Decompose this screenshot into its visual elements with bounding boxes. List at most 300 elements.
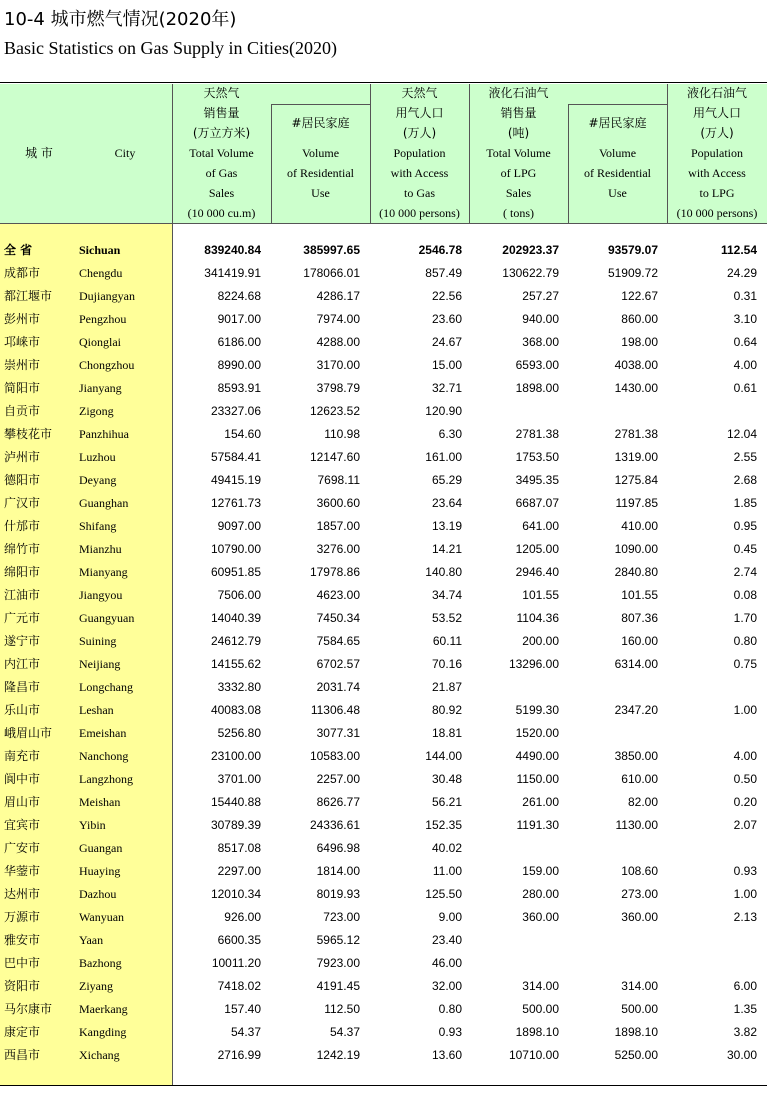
cell-lpg-residential: 1197.85 (615, 496, 658, 510)
cell-ng-population: 40.02 (431, 841, 462, 855)
cell-lpg-population: 3.10 (733, 312, 757, 326)
table-row (0, 630, 767, 653)
header-lpg-residential: #居民家庭 Volume of Residential Use (584, 116, 651, 200)
city-name-cn: 德阳市 (4, 473, 41, 487)
city-name-en: Longchang (79, 680, 133, 694)
cell-ng-residential: 4288.00 (316, 335, 360, 349)
table-row (0, 354, 767, 377)
city-name-en: Xichang (79, 1048, 120, 1062)
city-name-en: Chengdu (79, 266, 123, 280)
cell-ng-population: 15.00 (431, 358, 462, 372)
cell-ng-sales: 3701.00 (217, 772, 261, 786)
table-row (0, 492, 767, 515)
cell-lpg-residential: 108.60 (621, 864, 658, 878)
table-row (0, 998, 767, 1021)
city-name-cn: 乐山市 (4, 703, 41, 717)
cell-ng-population: 125.50 (425, 887, 462, 901)
cell-ng-sales: 6600.35 (217, 933, 261, 947)
cell-ng-sales: 2297.00 (217, 864, 261, 878)
cell-lpg-residential: 198.00 (621, 335, 658, 349)
city-name-cn: 成都市 (4, 266, 41, 280)
cell-ng-residential: 24336.61 (309, 818, 360, 832)
cell-ng-residential: 6702.57 (316, 657, 360, 671)
cell-lpg-sales: 202923.37 (502, 243, 559, 257)
cell-lpg-population: 0.31 (733, 289, 757, 303)
cell-lpg-residential: 500.00 (621, 1002, 658, 1016)
cell-lpg-residential: 2781.38 (614, 427, 658, 441)
cell-lpg-sales: 1898.00 (515, 381, 559, 395)
cell-ng-population: 144.00 (425, 749, 462, 763)
cell-lpg-residential: 314.00 (621, 979, 658, 993)
cell-ng-population: 0.93 (438, 1025, 462, 1039)
cell-ng-sales: 12761.73 (210, 496, 261, 510)
cell-lpg-sales: 130622.79 (502, 266, 559, 280)
cell-lpg-sales: 6687.07 (515, 496, 559, 510)
cell-ng-sales: 8224.68 (217, 289, 261, 303)
cell-ng-sales: 2716.99 (217, 1048, 261, 1062)
city-name-en: Dujiangyan (79, 289, 135, 303)
cell-lpg-sales: 257.27 (522, 289, 559, 303)
city-name-en: Bazhong (79, 956, 122, 970)
cell-lpg-sales: 4490.00 (515, 749, 559, 763)
cell-lpg-sales: 368.00 (522, 335, 559, 349)
city-name-cn: 巴中市 (4, 956, 41, 970)
cell-ng-population: 53.52 (431, 611, 462, 625)
cell-ng-residential: 17978.86 (309, 565, 360, 579)
city-name-cn: 眉山市 (4, 795, 41, 809)
cell-lpg-residential: 2840.80 (614, 565, 658, 579)
cell-ng-sales: 14040.39 (210, 611, 261, 625)
city-name-cn: 彭州市 (4, 312, 41, 326)
cell-lpg-residential: 1898.10 (614, 1025, 658, 1039)
cell-ng-sales: 30789.39 (210, 818, 261, 832)
city-name-cn: 崇州市 (4, 358, 41, 372)
cell-lpg-population: 12.04 (726, 427, 757, 441)
cell-lpg-sales: 261.00 (522, 795, 559, 809)
table-row (0, 814, 767, 837)
city-name-en: Nanchong (79, 749, 129, 763)
cell-lpg-sales: 5199.30 (515, 703, 559, 717)
city-name-cn: 万源市 (4, 910, 41, 924)
cell-ng-sales: 10790.00 (210, 542, 261, 556)
cell-ng-population: 30.48 (431, 772, 462, 786)
cell-lpg-population: 0.75 (733, 657, 757, 671)
cell-ng-sales: 926.00 (224, 910, 261, 924)
table-row (0, 469, 767, 492)
table-row (0, 262, 767, 285)
cell-ng-population: 6.30 (438, 427, 462, 441)
header-natural-gas-population: 天然气 用气人口 (万人) Population with Access to Gas (10 000 persons) (379, 86, 460, 220)
cell-ng-population: 32.71 (431, 381, 462, 395)
city-name-cn: 华蓥市 (4, 864, 41, 878)
cell-lpg-residential: 273.00 (621, 887, 658, 901)
cell-ng-sales: 7506.00 (217, 588, 261, 602)
cell-lpg-sales: 940.00 (522, 312, 559, 326)
cell-lpg-population: 0.61 (733, 381, 757, 395)
city-name-en: Chongzhou (79, 358, 135, 372)
cell-ng-sales: 8593.91 (217, 381, 261, 395)
table-row (0, 377, 767, 400)
cell-lpg-sales: 200.00 (522, 634, 559, 648)
city-name-cn: 江油市 (4, 588, 41, 602)
cell-ng-population: 13.60 (431, 1048, 462, 1062)
cell-lpg-sales: 641.00 (522, 519, 559, 533)
cell-lpg-sales: 360.00 (522, 910, 559, 924)
cell-lpg-residential: 101.55 (621, 588, 658, 602)
cell-ng-sales: 9097.00 (217, 519, 261, 533)
cell-lpg-residential: 1275.84 (614, 473, 658, 487)
cell-ng-residential: 7698.11 (317, 473, 360, 487)
cell-ng-residential: 4286.17 (316, 289, 360, 303)
cell-lpg-population: 112.54 (720, 243, 757, 257)
cell-lpg-population: 30.00 (726, 1048, 757, 1062)
city-name-cn: 广汉市 (4, 496, 41, 510)
cell-ng-residential: 723.00 (323, 910, 360, 924)
table-row (0, 929, 767, 952)
cell-lpg-population: 0.50 (733, 772, 757, 786)
city-name-en: Luzhou (79, 450, 116, 464)
city-name-cn: 内江市 (4, 657, 41, 671)
city-name-en: Jiangyou (79, 588, 123, 602)
city-name-en: Guangan (79, 841, 123, 855)
city-name-cn: 西昌市 (4, 1048, 41, 1062)
cell-lpg-population: 1.00 (733, 703, 757, 717)
cell-lpg-population: 2.13 (733, 910, 757, 924)
city-name-en: Shifang (79, 519, 117, 533)
city-name-en: Jianyang (79, 381, 122, 395)
table-row (0, 768, 767, 791)
table-row (0, 952, 767, 975)
city-name-en: Zigong (79, 404, 114, 418)
table-row (0, 423, 767, 446)
city-name-cn: 马尔康市 (4, 1002, 53, 1016)
city-name-cn: 什邡市 (4, 519, 41, 533)
cell-ng-population: 18.81 (431, 726, 462, 740)
cell-ng-residential: 10583.00 (309, 749, 360, 763)
subheader-rule (271, 104, 370, 105)
city-name-cn: 宜宾市 (4, 818, 41, 832)
city-name-cn: 自贡市 (4, 404, 41, 418)
city-name-cn: 资阳市 (4, 979, 41, 993)
table-row (0, 446, 767, 469)
cell-lpg-population: 2.07 (733, 818, 757, 832)
cell-ng-residential: 1857.00 (316, 519, 360, 533)
cell-lpg-population: 4.00 (733, 358, 757, 372)
city-name-en: Pengzhou (79, 312, 127, 326)
cell-ng-residential: 11306.48 (310, 703, 360, 717)
cell-lpg-sales: 1205.00 (515, 542, 559, 556)
cell-ng-residential: 3170.00 (316, 358, 360, 372)
cell-lpg-residential: 122.67 (621, 289, 658, 303)
cell-ng-sales: 7418.02 (217, 979, 261, 993)
table-row (0, 538, 767, 561)
city-name-cn: 峨眉山市 (4, 726, 53, 740)
page-title-cn: 10-4 城市燃气情况(2020年) (4, 9, 237, 30)
cell-ng-sales: 23327.06 (210, 404, 261, 418)
city-name-en: Mianyang (79, 565, 128, 579)
cell-ng-sales: 3332.80 (217, 680, 261, 694)
city-name-en: Emeishan (79, 726, 127, 740)
table-row (0, 722, 767, 745)
cell-lpg-population: 0.45 (733, 542, 757, 556)
cell-ng-population: 34.74 (431, 588, 462, 602)
cell-ng-residential: 8019.93 (316, 887, 360, 901)
cell-lpg-sales: 2781.38 (515, 427, 559, 441)
cell-lpg-sales: 1104.36 (516, 611, 559, 625)
cell-ng-population: 65.29 (431, 473, 462, 487)
cell-lpg-residential: 2347.20 (614, 703, 658, 717)
cell-ng-population: 13.19 (431, 519, 462, 533)
cell-ng-population: 21.87 (431, 680, 462, 694)
cell-ng-sales: 54.37 (230, 1025, 261, 1039)
cell-ng-population: 152.35 (425, 818, 462, 832)
cell-ng-residential: 2031.74 (316, 680, 360, 694)
table-row (0, 584, 767, 607)
cell-ng-residential: 7923.00 (316, 956, 360, 970)
cell-lpg-residential: 51909.72 (607, 266, 658, 280)
cell-ng-population: 120.90 (425, 404, 462, 418)
cell-lpg-population: 0.64 (733, 335, 757, 349)
cell-ng-population: 9.00 (438, 910, 462, 924)
cell-lpg-population: 1.85 (733, 496, 757, 510)
table-row (0, 607, 767, 630)
city-name-cn: 全 省 (4, 243, 33, 257)
cell-lpg-population: 24.29 (726, 266, 757, 280)
cell-ng-population: 56.21 (431, 795, 462, 809)
city-name-en: Deyang (79, 473, 117, 487)
city-name-en: Dazhou (79, 887, 117, 901)
subheader-rule (568, 104, 667, 105)
cell-ng-residential: 3276.00 (316, 542, 360, 556)
city-name-en: Langzhong (79, 772, 133, 786)
city-name-en: Yibin (79, 818, 106, 832)
city-name-cn: 遂宁市 (4, 634, 41, 648)
cell-lpg-sales: 280.00 (522, 887, 559, 901)
cell-ng-population: 46.00 (431, 956, 462, 970)
cell-lpg-population: 1.00 (733, 887, 757, 901)
header-natural-gas-residential: #居民家庭 Volume of Residential Use (287, 116, 354, 200)
cell-ng-residential: 1242.19 (316, 1048, 360, 1062)
cell-lpg-sales: 1150.00 (516, 772, 559, 786)
table-row (0, 745, 767, 768)
cell-ng-population: 22.56 (431, 289, 462, 303)
cell-lpg-population: 0.93 (733, 864, 757, 878)
cell-lpg-residential: 1090.00 (614, 542, 658, 556)
city-name-cn: 都江堰市 (4, 289, 53, 303)
cell-ng-sales: 24612.79 (210, 634, 261, 648)
cell-lpg-residential: 3850.00 (614, 749, 658, 763)
city-name-cn: 康定市 (4, 1025, 41, 1039)
cell-lpg-population: 0.20 (733, 795, 757, 809)
cell-ng-residential: 3600.60 (316, 496, 360, 510)
city-name-cn: 广安市 (4, 841, 41, 855)
cell-lpg-population: 1.35 (733, 1002, 757, 1016)
cell-ng-sales: 40083.08 (210, 703, 261, 717)
cell-lpg-population: 4.00 (733, 749, 757, 763)
cell-ng-population: 23.64 (431, 496, 462, 510)
cell-lpg-residential: 860.00 (621, 312, 658, 326)
city-name-cn: 广元市 (4, 611, 41, 625)
cell-ng-residential: 4623.00 (316, 588, 360, 602)
table-row (0, 653, 767, 676)
table-row (0, 837, 767, 860)
city-name-en: Leshan (79, 703, 114, 717)
cell-ng-residential: 112.50 (324, 1002, 360, 1016)
cell-ng-residential: 3798.79 (316, 381, 360, 395)
table-row (0, 883, 767, 906)
cell-ng-residential: 110.98 (324, 427, 360, 441)
city-name-en: Yaan (79, 933, 104, 947)
cell-ng-sales: 157.40 (224, 1002, 261, 1016)
cell-ng-residential: 54.37 (329, 1025, 360, 1039)
table-row (0, 906, 767, 929)
cell-ng-sales: 10011.20 (211, 956, 261, 970)
cell-ng-sales: 154.60 (224, 427, 261, 441)
cell-lpg-residential: 610.00 (621, 772, 658, 786)
cell-ng-sales: 6186.00 (217, 335, 261, 349)
cell-ng-sales: 341419.91 (204, 266, 261, 280)
cell-lpg-sales: 101.55 (522, 588, 559, 602)
cell-lpg-residential: 1319.00 (614, 450, 658, 464)
cell-ng-sales: 9017.00 (217, 312, 261, 326)
header-natural-gas-sales: 天然气 销售量 (万立方米) Total Volume of Gas Sales (10 000 cu.m) (187, 86, 256, 220)
cell-lpg-sales: 1898.10 (515, 1025, 559, 1039)
cell-ng-residential: 3077.31 (316, 726, 360, 740)
table-row (0, 285, 767, 308)
cell-lpg-sales: 3495.35 (515, 473, 559, 487)
cell-ng-sales: 49415.19 (210, 473, 261, 487)
city-name-en: Ziyang (79, 979, 113, 993)
city-name-en: Huaying (79, 864, 121, 878)
city-name-en: Panzhihua (79, 427, 129, 441)
cell-lpg-population: 2.68 (733, 473, 757, 487)
cell-lpg-residential: 807.36 (621, 611, 658, 625)
table-row (0, 331, 767, 354)
cell-ng-sales: 14155.62 (210, 657, 261, 671)
cell-ng-sales: 60951.85 (210, 565, 261, 579)
city-name-en: Suining (79, 634, 117, 648)
cell-lpg-sales: 314.00 (522, 979, 559, 993)
cell-ng-residential: 4191.45 (316, 979, 360, 993)
city-name-cn: 隆昌市 (4, 680, 41, 694)
cell-ng-population: 23.60 (431, 312, 462, 326)
cell-ng-population: 2546.78 (418, 243, 462, 257)
cell-lpg-residential: 82.00 (627, 795, 658, 809)
city-name-en: Maerkang (79, 1002, 128, 1016)
city-name-en: Wanyuan (79, 910, 125, 924)
city-name-cn: 绵阳市 (4, 565, 41, 579)
cell-lpg-residential: 160.00 (621, 634, 658, 648)
cell-ng-sales: 15440.88 (210, 795, 261, 809)
cell-lpg-residential: 6314.00 (614, 657, 658, 671)
table-row (0, 975, 767, 998)
cell-lpg-sales: 1753.50 (515, 450, 559, 464)
cell-lpg-residential: 410.00 (621, 519, 658, 533)
cell-ng-residential: 7584.65 (316, 634, 360, 648)
cell-lpg-population: 2.55 (733, 450, 757, 464)
table-row (0, 791, 767, 814)
cell-lpg-residential: 1430.00 (614, 381, 658, 395)
city-name-en: Sichuan (79, 243, 121, 257)
table-row (0, 308, 767, 331)
cell-lpg-population: 3.82 (733, 1025, 757, 1039)
cell-ng-sales: 8517.08 (217, 841, 261, 855)
city-name-cn: 达州市 (4, 887, 41, 901)
cell-ng-sales: 839240.84 (204, 243, 261, 257)
cell-ng-residential: 178066.01 (303, 266, 360, 280)
cell-lpg-population: 6.00 (733, 979, 757, 993)
cell-ng-population: 70.16 (431, 657, 462, 671)
city-name-en: Qionglai (79, 335, 121, 349)
city-name-cn: 邛崃市 (4, 335, 41, 349)
cell-ng-residential: 5965.12 (316, 933, 360, 947)
cell-ng-residential: 7974.00 (316, 312, 360, 326)
cell-lpg-sales: 1191.30 (516, 818, 559, 832)
city-name-en: Guangyuan (79, 611, 135, 625)
table-row (0, 1021, 767, 1044)
table-row (0, 676, 767, 699)
cell-ng-residential: 385997.65 (303, 243, 360, 257)
table-bottom-rule (0, 1085, 767, 1086)
cell-lpg-population: 1.70 (733, 611, 757, 625)
cell-ng-population: 857.49 (425, 266, 462, 280)
city-name-cn: 阆中市 (4, 772, 41, 786)
cell-ng-residential: 12147.60 (309, 450, 360, 464)
table-row (0, 400, 767, 423)
cell-lpg-population: 2.74 (733, 565, 757, 579)
cell-ng-population: 24.67 (431, 335, 462, 349)
table-row (0, 515, 767, 538)
table-row (0, 699, 767, 722)
city-name-cn: 绵竹市 (4, 542, 41, 556)
cell-ng-population: 161.00 (425, 450, 462, 464)
cell-ng-sales: 23100.00 (210, 749, 261, 763)
city-name-cn: 泸州市 (4, 450, 41, 464)
city-name-cn: 简阳市 (4, 381, 41, 395)
city-name-cn: 攀枝花市 (4, 427, 53, 441)
cell-ng-sales: 5256.80 (217, 726, 261, 740)
cell-ng-residential: 6496.98 (316, 841, 360, 855)
cell-ng-population: 32.00 (431, 979, 462, 993)
cell-ng-sales: 8990.00 (217, 358, 261, 372)
table-row (0, 860, 767, 883)
cell-lpg-residential: 1130.00 (615, 818, 658, 832)
cell-ng-population: 14.21 (431, 542, 462, 556)
city-name-en: Guanghan (79, 496, 129, 510)
city-name-cn: 南充市 (4, 749, 41, 763)
cell-lpg-population: 0.95 (733, 519, 757, 533)
cell-lpg-population: 0.08 (733, 588, 757, 602)
table-row (0, 561, 767, 584)
table-row (0, 1044, 767, 1067)
city-name-en: Meishan (79, 795, 121, 809)
cell-ng-population: 80.92 (431, 703, 462, 717)
cell-ng-residential: 1814.00 (316, 864, 360, 878)
city-name-en: Kangding (79, 1025, 127, 1039)
city-name-en: Mianzhu (79, 542, 122, 556)
cell-lpg-sales: 159.00 (522, 864, 559, 878)
cell-ng-residential: 12623.52 (309, 404, 360, 418)
cell-lpg-residential: 93579.07 (607, 243, 658, 257)
header-lpg-population: 液化石油气 用气人口 (万人) Population with Access to LPG (10 000 persons) (676, 86, 758, 220)
cell-ng-residential: 8626.77 (316, 795, 360, 809)
cell-lpg-sales: 2946.40 (515, 565, 559, 579)
cell-lpg-sales: 6593.00 (515, 358, 559, 372)
cell-lpg-residential: 5250.00 (614, 1048, 658, 1062)
cell-ng-population: 23.40 (431, 933, 462, 947)
cell-lpg-population: 0.80 (733, 634, 757, 648)
city-name-en: Neijiang (79, 657, 121, 671)
